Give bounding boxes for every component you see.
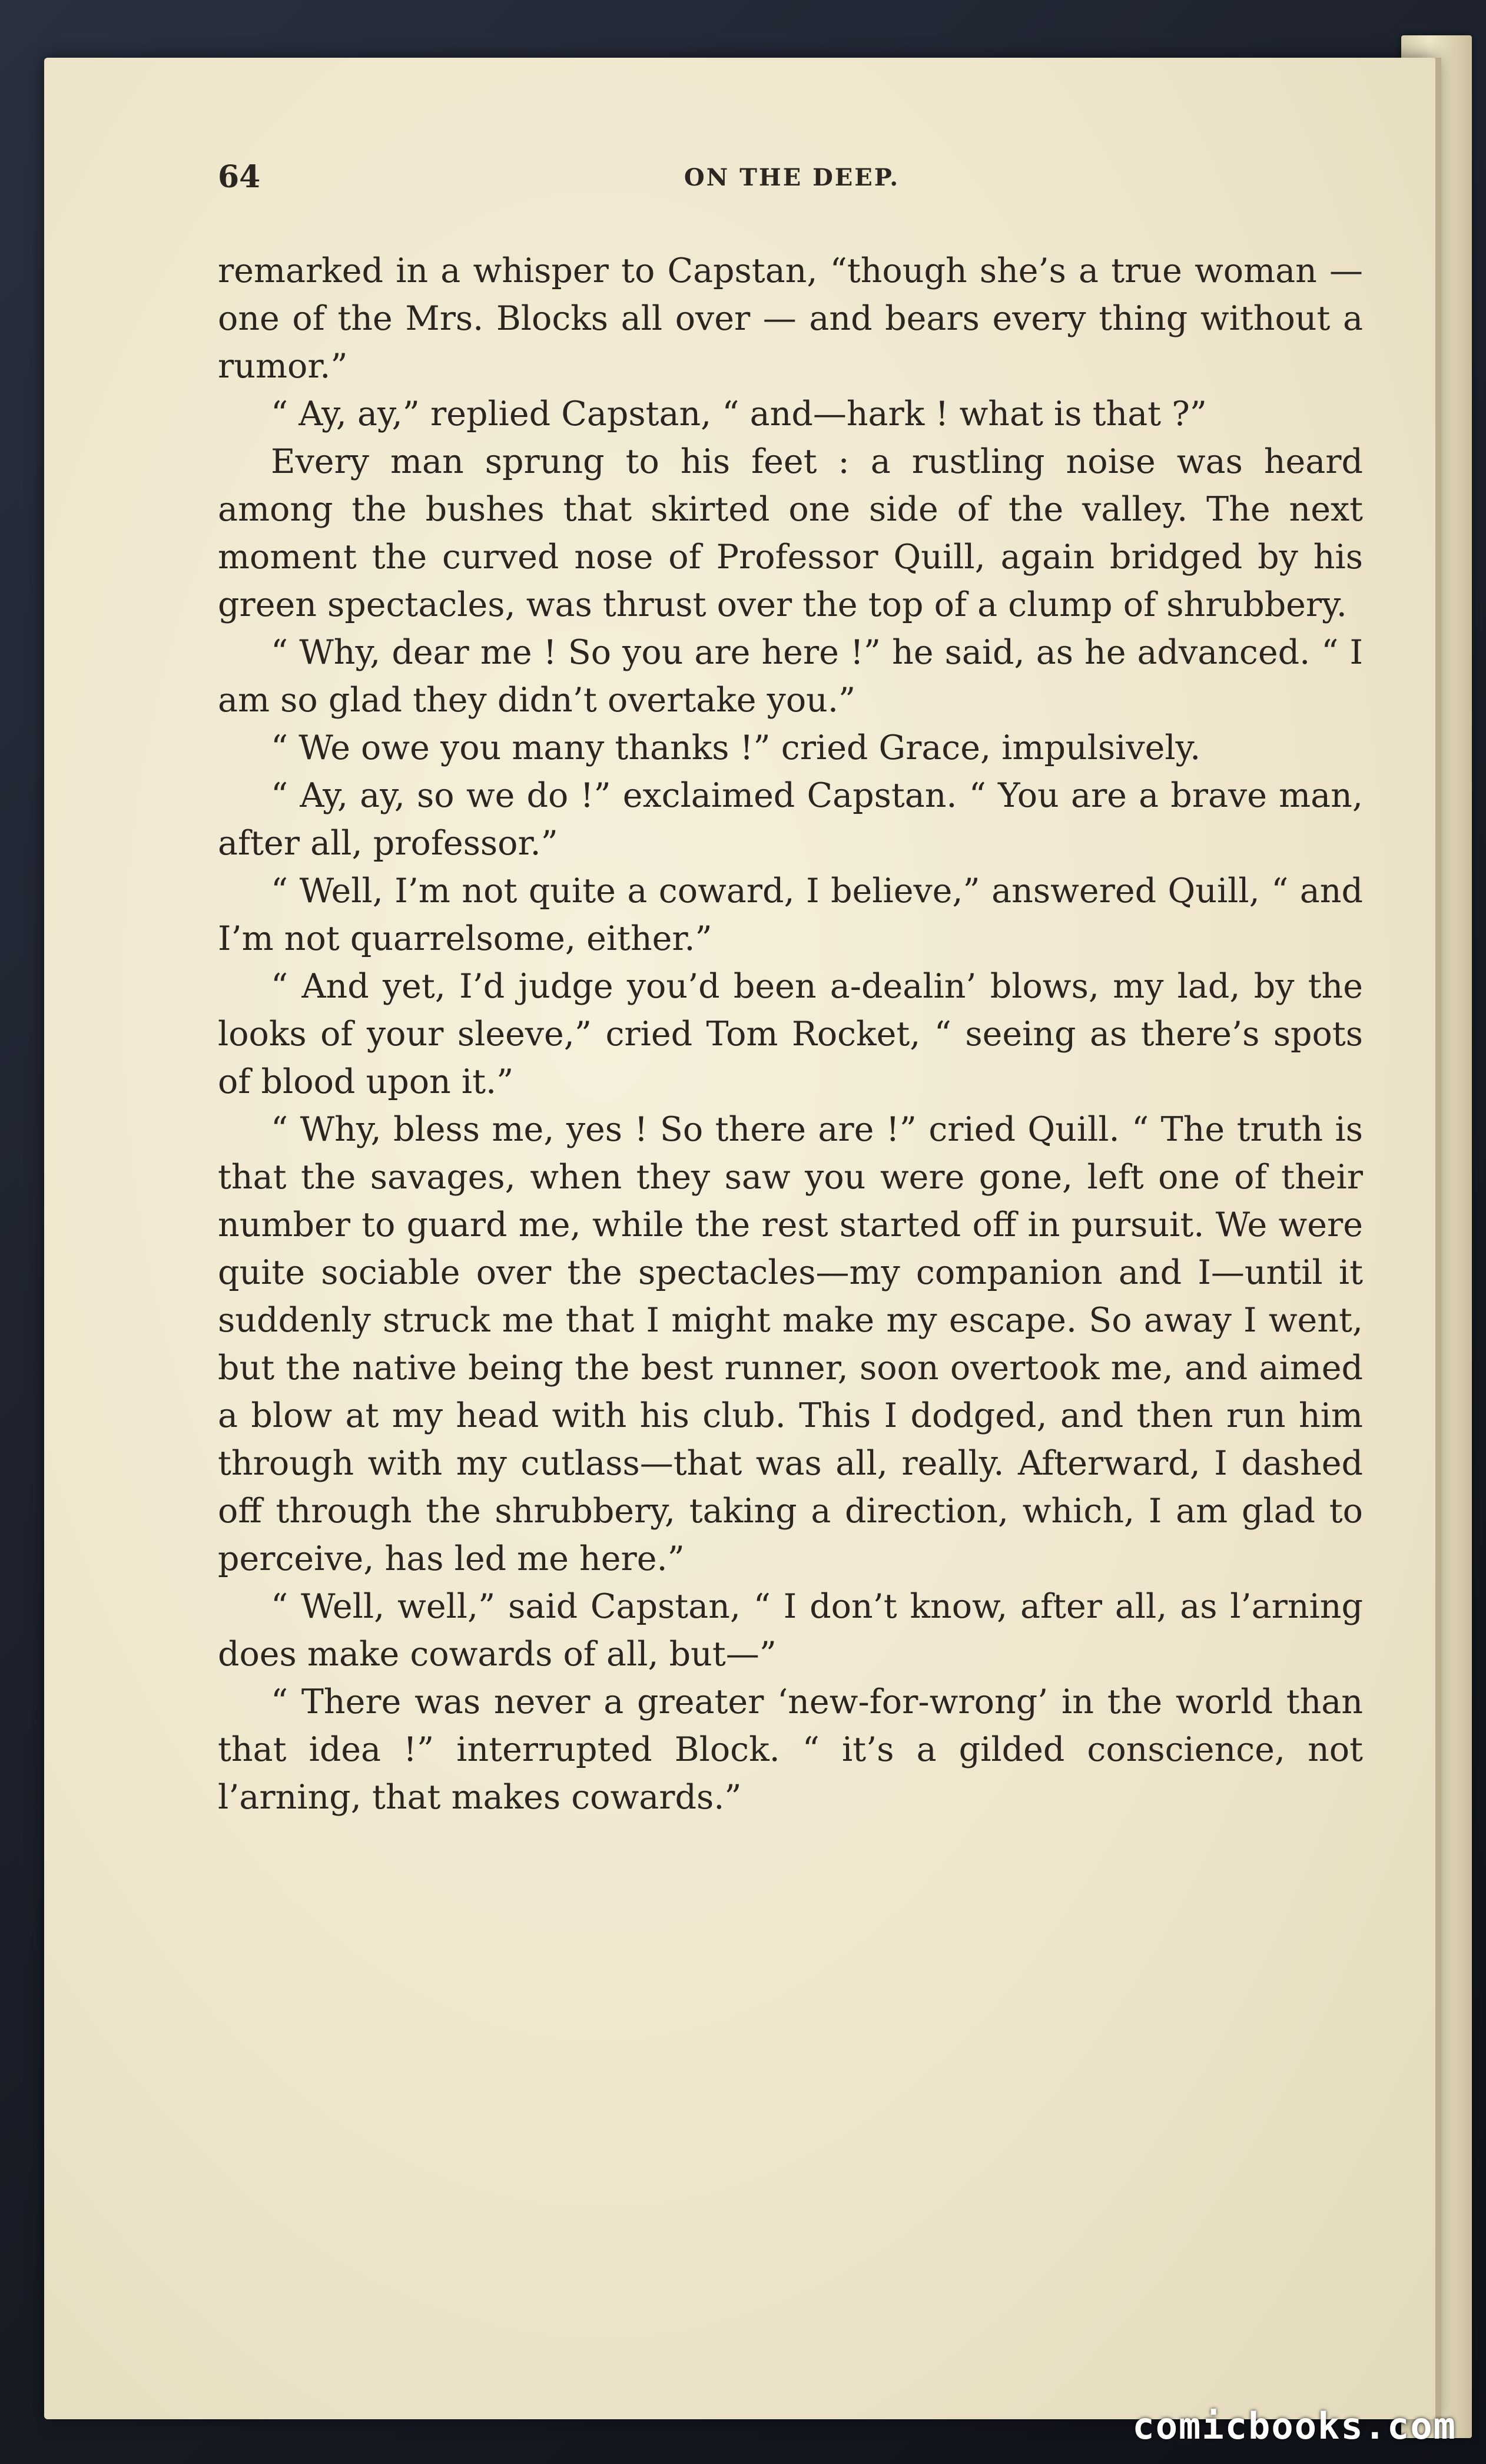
paragraph: “ And yet, I’d judge you’d been a-dealin’ blows, my lad, by the looks of your sleeve,” cried Tom Rocket, “ seeing as there’s spots of blood upon it.” xyxy=(218,967,1363,1101)
paragraph: “ Well, well,” said Capstan, “ I don’t know, after all, as l’arning does make cowards of all, but—” xyxy=(218,1587,1363,1674)
paragraph: “ Why, dear me ! So you are here !” he said, as he advanced. “ I am so glad they didn’t overtake you.” xyxy=(218,633,1363,720)
paragraph: “ There was never a greater ‘new-for-wrong’ in the world than that idea !” interrupted Block. “ it’s a gilded conscience, not l’arning, that makes cowards.” xyxy=(218,1683,1363,1817)
watermark-logo: comicbooks.com xyxy=(1132,2405,1457,2448)
paragraph: Every man sprung to his feet : a rustling noise was heard among the bushes that skirted one side of the valley. The next moment the curved nose of Professor Quill, again bridged by his green spectacles, was thrust over the top of a clump of shrubbery. xyxy=(218,442,1363,624)
paragraph: “ Ay, ay,” replied Capstan, “ and—hark ! what is that ?” xyxy=(271,395,1207,433)
paragraph: “ Well, I’m not quite a coward, I believe,” answered Quill, “ and I’m not quarrelsome, either.” xyxy=(218,872,1363,958)
page-number: 64 xyxy=(218,159,261,195)
paragraph: “ We owe you many thanks !” cried Grace, impulsively. xyxy=(271,728,1201,767)
paragraph: “ Ay, ay, so we do !” exclaimed Capstan. “ You are a brave man, after all, professor.” xyxy=(218,776,1363,863)
running-head: ON THE DEEP. xyxy=(684,164,900,191)
paragraph: “ Why, bless me, yes ! So there are !” cried Quill. “ The truth is that the savages, when they saw you were gone, left one of their number to guard me, while the rest started off in pursuit. We were quite sociable over the spectacles—my companion and I—until it suddenly struck me that I might make my escape. So away I went, but the native being the best runner, soon overtook me, and aimed a blow at my head with his club. This I dodged, and then run him through with my cutlass—that was all, really. Afterward, I dashed off through the shrubbery, taking a direction, which, I am glad to perceive, has led me here.” xyxy=(218,1110,1363,1578)
body-text xyxy=(218,247,1363,1821)
paragraph: remarked in a whisper to Capstan, “though she’s a true woman — one of the Mrs. Blocks all over — and bears every thing without a rumor.” xyxy=(218,251,1363,386)
page-header xyxy=(218,159,1366,200)
page-gutter-shadow xyxy=(1435,58,1441,2419)
